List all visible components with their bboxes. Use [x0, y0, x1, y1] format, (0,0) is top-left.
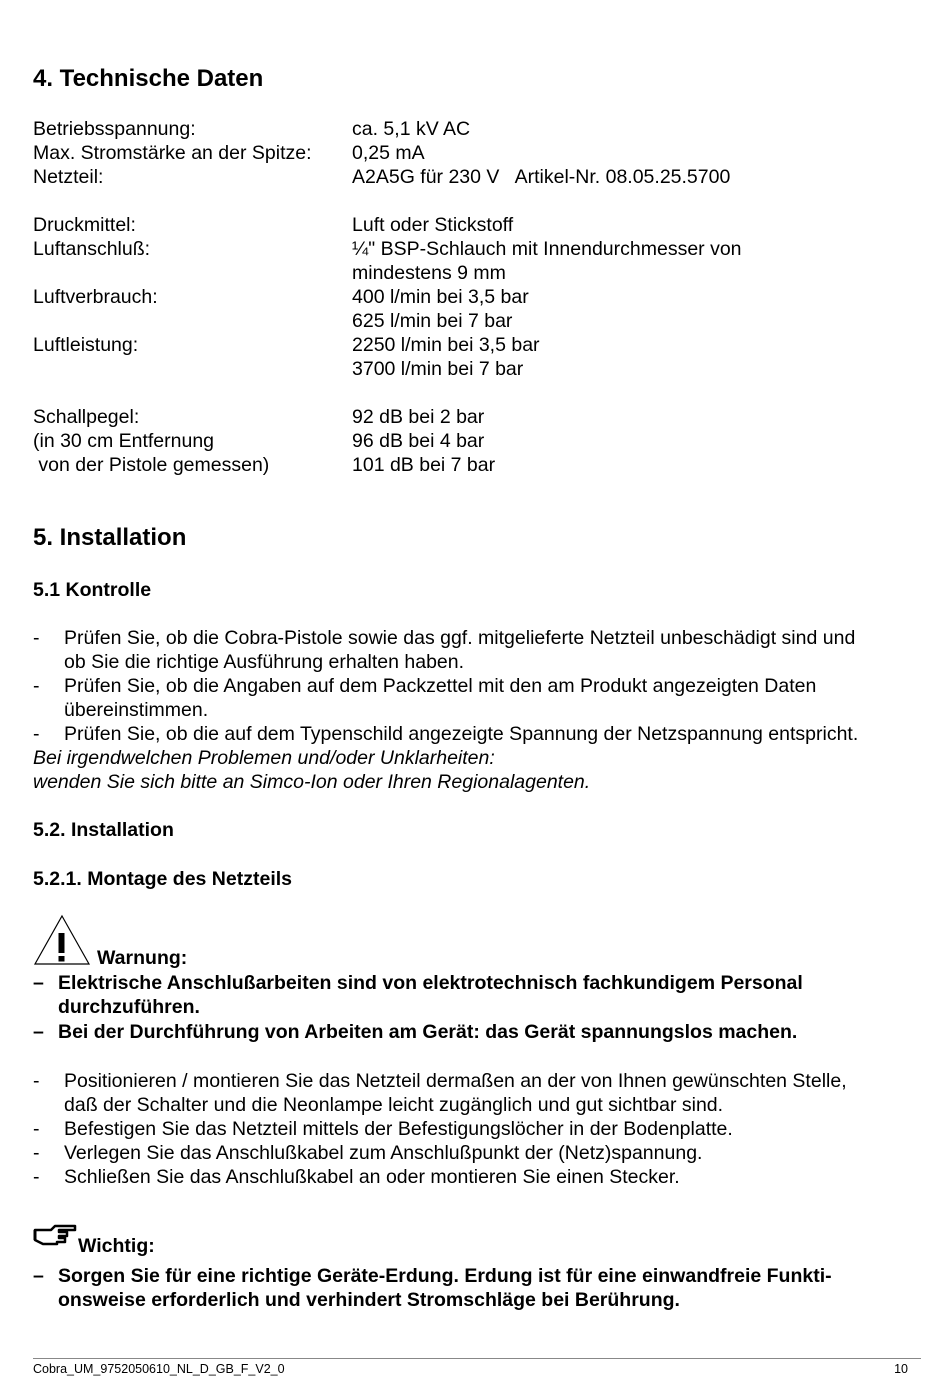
- list-item: Schließen Sie das Anschlußkabel an oder montieren Sie einen Stecker.: [64, 1166, 680, 1188]
- section-4-title: 4. Technische Daten: [33, 65, 264, 92]
- subsection-title: 5.2.1. Montage des Netzteils: [33, 868, 292, 890]
- warning-item: Elektrische Anschlußarbeiten sind von elektrotechnisch fachkundigem Personal: [58, 972, 803, 994]
- subsection-title: 5.1 Kontrolle: [33, 579, 152, 601]
- list-item: Positionieren / montieren Sie das Netzteil dermaßen an der von Ihnen gewünschten Stelle,: [64, 1070, 847, 1092]
- list-dash: -: [33, 723, 40, 745]
- spec-value: 625 l/min bei 7 bar: [352, 310, 513, 332]
- spec-value: 2250 l/min bei 3,5 bar: [352, 334, 540, 356]
- spec-value: 96 dB bei 4 bar: [352, 430, 485, 452]
- list-dash: -: [33, 675, 40, 697]
- spec-value: ca. 5,1 kV AC: [352, 118, 471, 140]
- note-text: wenden Sie sich bitte an Simco-Ion oder Ihren Regionalagenten.: [33, 771, 591, 793]
- list-dash: –: [33, 1265, 44, 1287]
- spec-label: (in 30 cm Entfernung: [33, 430, 215, 452]
- list-dash: –: [33, 1021, 44, 1043]
- spec-value: Luft oder Stickstoff: [352, 214, 514, 236]
- warning-title: Warnung:: [97, 947, 188, 969]
- spec-label: von der Pistole gemessen): [33, 454, 270, 476]
- pointing-hand-icon: [33, 1222, 77, 1248]
- footer-doc-id: Cobra_UM_9752050610_NL_D_GB_F_V2_0: [33, 1362, 285, 1376]
- spec-label: Luftleistung:: [33, 334, 139, 356]
- list-item: daß der Schalter und die Neonlampe leicht zugänglich und gut sichtbar sind.: [64, 1094, 724, 1116]
- note-text: Bei irgendwelchen Problemen und/oder Unklarheiten:: [33, 747, 495, 769]
- spec-label: Betriebsspannung:: [33, 118, 196, 140]
- list-dash: -: [33, 1166, 40, 1188]
- list-item: Verlegen Sie das Anschlußkabel zum Anschlußpunkt der (Netz)spannung.: [64, 1142, 703, 1164]
- warning-triangle-icon: [33, 914, 91, 966]
- spec-label: Max. Stromstärke an der Spitze:: [33, 142, 312, 164]
- warning-item: durchzuführen.: [58, 996, 200, 1018]
- list-item: Prüfen Sie, ob die Cobra-Pistole sowie das ggf. mitgelieferte Netzteil unbeschädigt sind und: [64, 627, 856, 649]
- list-item: ob Sie die richtige Ausführung erhalten haben.: [64, 651, 465, 673]
- list-dash: -: [33, 1142, 40, 1164]
- spec-value: 92 dB bei 2 bar: [352, 406, 485, 428]
- list-dash: -: [33, 627, 40, 649]
- spec-label: Luftanschluß:: [33, 238, 151, 260]
- important-item: Sorgen Sie für eine richtige Geräte-Erdung. Erdung ist für eine einwandfreie Funkti-: [58, 1265, 832, 1287]
- spec-value: 3700 l/min bei 7 bar: [352, 358, 524, 380]
- spec-value: 400 l/min bei 3,5 bar: [352, 286, 529, 308]
- list-item: Prüfen Sie, ob die auf dem Typenschild angezeigte Spannung der Netzspannung entspricht.: [64, 723, 859, 745]
- list-item: übereinstimmen.: [64, 699, 209, 721]
- spec-value: A2A5G für 230 V Artikel-Nr. 08.05.25.5700: [352, 166, 731, 188]
- section-5-title: 5. Installation: [33, 524, 187, 551]
- footer-divider: [33, 1358, 921, 1359]
- spec-value: mindestens 9 mm: [352, 262, 506, 284]
- spec-label: Druckmittel:: [33, 214, 136, 236]
- spec-label: Luftverbrauch:: [33, 286, 158, 308]
- list-item: Prüfen Sie, ob die Angaben auf dem Packzettel mit den am Produkt angezeigten Daten: [64, 675, 817, 697]
- subsection-title: 5.2. Installation: [33, 819, 174, 841]
- list-dash: -: [33, 1070, 40, 1092]
- spec-label: Netzteil:: [33, 166, 104, 188]
- spec-label: Schallpegel:: [33, 406, 140, 428]
- spec-value: ¼" BSP-Schlauch mit Innendurchmesser von: [352, 238, 742, 260]
- important-item: onsweise erforderlich und verhindert Stromschläge bei Berührung.: [58, 1289, 680, 1311]
- list-item: Befestigen Sie das Netzteil mittels der Befestigungslöcher in der Bodenplatte.: [64, 1118, 733, 1140]
- spec-value: 0,25 mA: [352, 142, 425, 164]
- list-dash: –: [33, 972, 44, 994]
- important-title: Wichtig:: [78, 1235, 155, 1257]
- warning-item: Bei der Durchführung von Arbeiten am Gerät: das Gerät spannungslos machen.: [58, 1021, 798, 1043]
- spec-value: 101 dB bei 7 bar: [352, 454, 496, 476]
- list-dash: -: [33, 1118, 40, 1140]
- page-number: 10: [894, 1362, 908, 1376]
